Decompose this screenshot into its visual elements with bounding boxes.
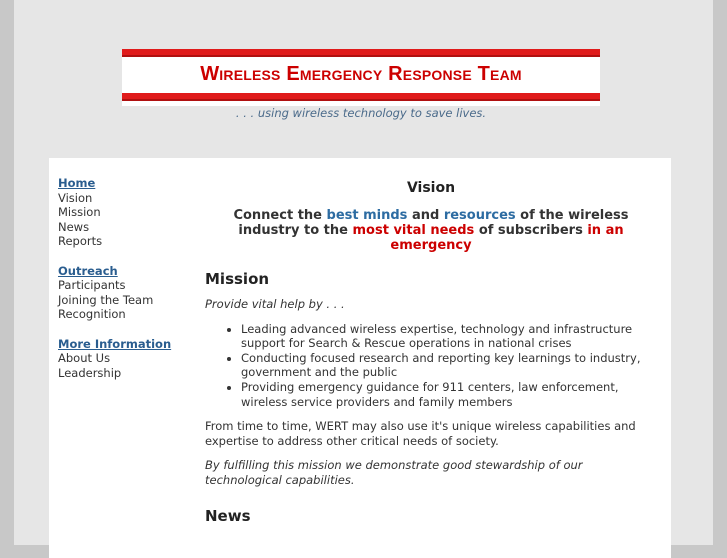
mission-intro: Provide vital help by . . .: [205, 297, 345, 311]
nav-news-link[interactable]: News: [58, 219, 90, 234]
nav-mission-link[interactable]: Mission: [58, 205, 101, 220]
nav-leadership-link[interactable]: Leadership: [58, 365, 122, 380]
nav-about-us-link[interactable]: About Us: [58, 351, 111, 366]
vision-text-2: and: [407, 208, 444, 223]
nav-group-outreach: [58, 264, 198, 322]
news-heading: News: [205, 506, 251, 525]
vision-statement: [205, 208, 657, 253]
site-tagline: . . . using wireless technology to save lives.: [235, 106, 487, 120]
banner-top-rule: [122, 49, 600, 55]
nav-vision-link[interactable]: Vision: [58, 190, 93, 205]
site-banner: [122, 49, 600, 106]
list-item: • Providing emergency guidance for 911 centers, law enforcement, wireless service providers and family members: [241, 380, 657, 409]
mission-heading: Mission: [205, 270, 270, 288]
vision-highlight-emergency: in an emergency: [390, 223, 624, 253]
list-item: • Conducting focused research and reporting key learnings to industry, government and the public: [241, 351, 657, 380]
vision-highlight-resources: resources: [443, 208, 516, 223]
sidebar-nav: [58, 176, 198, 395]
nav-outreach-link[interactable]: Outreach: [58, 263, 118, 278]
nav-recognition-link[interactable]: Recognition: [58, 307, 126, 322]
content-panel: [49, 158, 671, 558]
mission-closing: By fulfilling this mission we demonstrate good stewardship of our technological capabilities.: [205, 458, 583, 487]
vision-highlight-vital-needs: most vital needs: [352, 223, 475, 238]
vision-text-3: of the wireless industry to the: [238, 208, 629, 238]
mission-paragraph: From time to time, WERT may also use it's unique wireless capabilities and expertise to address other critical needs of society.: [205, 419, 636, 448]
vision-highlight-best-minds: best minds: [326, 208, 408, 223]
nav-participants-link[interactable]: Participants: [58, 278, 126, 293]
mission-list: [205, 322, 657, 410]
list-item: • Leading advanced wireless expertise, technology and infrastructure support for Search & Rescue operations in national crises: [241, 322, 657, 351]
nav-group-home: [58, 176, 198, 249]
nav-joining-team-link[interactable]: Joining the Team: [58, 292, 154, 307]
nav-home-link[interactable]: Home: [58, 176, 96, 190]
page-container: [14, 0, 713, 545]
vision-text-4: of subscribers: [474, 223, 588, 238]
vision-heading: Vision: [406, 180, 456, 196]
site-title: Wireless Emergency Response Team: [200, 63, 522, 85]
nav-reports-link[interactable]: Reports: [58, 234, 103, 249]
nav-group-more-info: [58, 337, 198, 381]
vision-text-1: Connect the: [233, 208, 327, 223]
nav-more-information-link[interactable]: More Information: [58, 336, 172, 351]
main-content: [205, 178, 657, 534]
banner-bottom-rule: [122, 93, 600, 99]
